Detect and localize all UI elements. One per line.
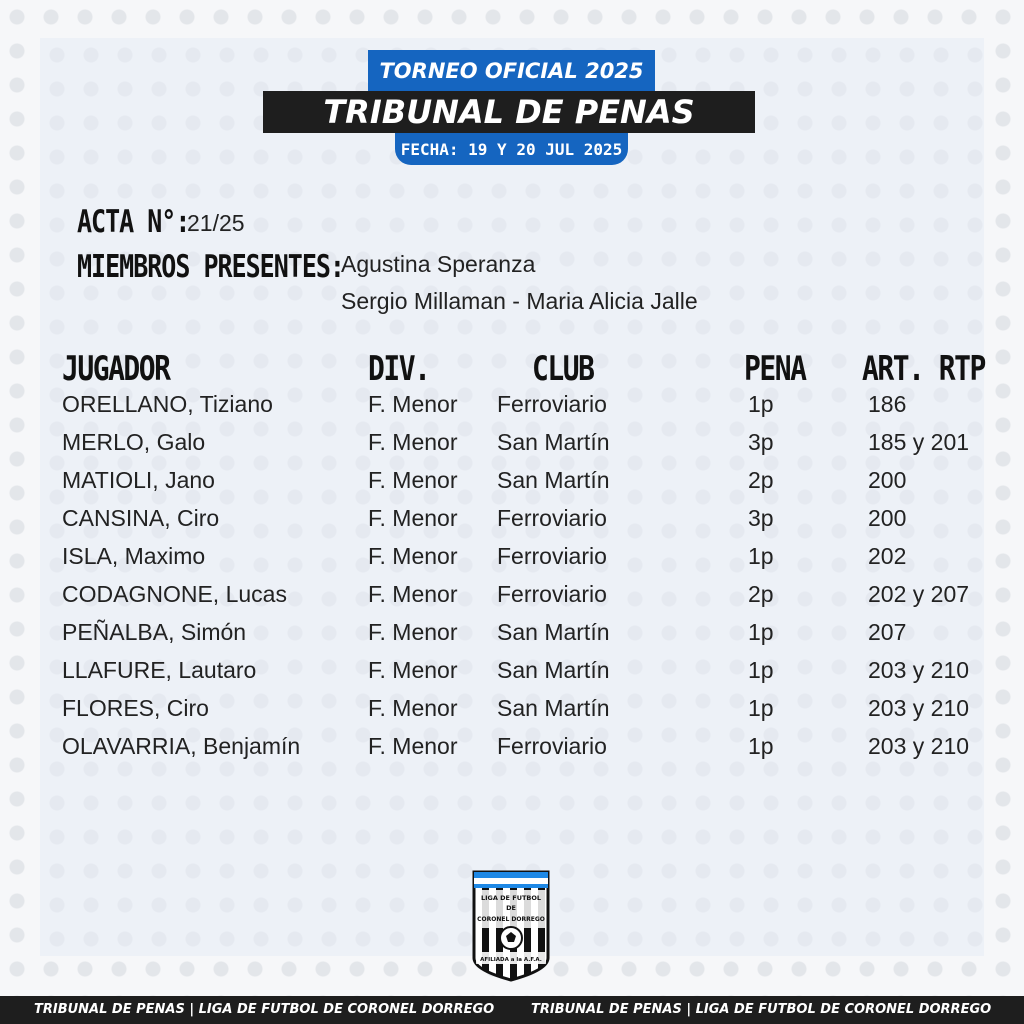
logo-text-line-4: AFILIADA a la A.F.A. [480, 957, 542, 963]
cell-division: F. Menor [368, 391, 458, 417]
cell-article: 203 y 210 [868, 657, 970, 683]
cell-club: San Martín [497, 467, 610, 493]
cell-article: 203 y 210 [868, 695, 970, 721]
cell-division: F. Menor [368, 429, 458, 455]
cell-club: San Martín [497, 429, 610, 455]
table-row [0, 579, 1024, 617]
tournament-banner: TORNEO OFICIAL 2025 [368, 50, 655, 91]
table-row [0, 655, 1024, 693]
cell-club: Ferroviario [497, 733, 607, 759]
cell-penalty: 1p [748, 695, 774, 721]
cell-player: MATIOLI, Jano [62, 467, 215, 493]
cell-club: Ferroviario [497, 505, 607, 531]
logo-text-line-2: DE [506, 904, 516, 912]
header-division: DIV. [368, 349, 430, 389]
cell-division: F. Menor [368, 543, 458, 569]
footer-text-right: TRIBUNAL DE PENAS | LIGA DE FUTBOL DE CORONEL DORREGO [531, 1002, 992, 1017]
members-line-1: Agustina Speranza [341, 251, 536, 277]
cell-penalty: 3p [748, 505, 774, 531]
cell-club: San Martín [497, 619, 610, 645]
acta-value: 21/25 [187, 210, 245, 236]
date-banner: FECHA: 19 Y 20 JUL 2025 [395, 133, 628, 165]
cell-club: Ferroviario [497, 391, 607, 417]
cell-article: 185 y 201 [868, 429, 970, 455]
cell-division: F. Menor [368, 467, 458, 493]
cell-article: 200 [868, 467, 907, 493]
members-label: MIEMBROS PRESENTES: [77, 248, 344, 285]
logo-text-line-1: LIGA DE FUTBOL [480, 894, 542, 902]
cell-player: FLORES, Ciro [62, 695, 209, 721]
cell-club: Ferroviario [497, 581, 607, 607]
cell-player: LLAFURE, Lautaro [62, 657, 257, 683]
table-row [0, 389, 1024, 427]
cell-club: San Martín [497, 657, 610, 683]
cell-player: CODAGNONE, Lucas [62, 581, 287, 607]
members-line-2: Sergio Millaman - Maria Alicia Jalle [341, 288, 698, 314]
footer-text-left: TRIBUNAL DE PENAS | LIGA DE FUTBOL DE CORONEL DORREGO [34, 1002, 495, 1017]
cell-division: F. Menor [368, 505, 458, 531]
table-row [0, 617, 1024, 655]
cell-player: MERLO, Galo [62, 429, 206, 455]
header-penalty: PENA [744, 349, 806, 389]
cell-club: Ferroviario [497, 543, 607, 569]
cell-division: F. Menor [368, 619, 458, 645]
cell-penalty: 3p [748, 429, 774, 455]
cell-article: 200 [868, 505, 907, 531]
table-row [0, 541, 1024, 579]
cell-penalty: 1p [748, 619, 774, 645]
table-row [0, 693, 1024, 731]
cell-player: CANSINA, Ciro [62, 505, 220, 531]
header-player: JUGADOR [62, 349, 170, 389]
cell-player: ISLA, Maximo [62, 543, 206, 569]
cell-division: F. Menor [368, 657, 458, 683]
table-row [0, 503, 1024, 541]
cell-club: San Martín [497, 695, 610, 721]
cell-penalty: 1p [748, 733, 774, 759]
cell-player: ORELLANO, Tiziano [62, 391, 273, 417]
cell-player: OLAVARRIA, Benjamín [62, 733, 301, 759]
cell-division: F. Menor [368, 733, 458, 759]
cell-penalty: 1p [748, 391, 774, 417]
cell-article: 207 [868, 619, 907, 645]
cell-article: 202 y 207 [868, 581, 970, 607]
cell-penalty: 1p [748, 657, 774, 683]
header-article: ART. RTP [862, 349, 985, 389]
cell-player: PEÑALBA, Simón [62, 619, 247, 645]
cell-penalty: 2p [748, 467, 774, 493]
cell-penalty: 1p [748, 543, 774, 569]
header-club: CLUB [532, 349, 594, 389]
table-row [0, 427, 1024, 465]
table-row [0, 465, 1024, 503]
league-shield-logo [472, 870, 550, 982]
cell-division: F. Menor [368, 695, 458, 721]
sanctions-table [0, 389, 1024, 769]
page-title: TRIBUNAL DE PENAS [263, 91, 755, 133]
cell-article: 203 y 210 [868, 733, 970, 759]
footer-band [0, 996, 1024, 1024]
cell-article: 186 [868, 391, 907, 417]
logo-text-line-3: CORONEL DORREGO [477, 916, 545, 923]
table-row [0, 731, 1024, 769]
cell-penalty: 2p [748, 581, 774, 607]
cell-article: 202 [868, 543, 907, 569]
cell-division: F. Menor [368, 581, 458, 607]
acta-label: ACTA N°: [77, 203, 190, 240]
